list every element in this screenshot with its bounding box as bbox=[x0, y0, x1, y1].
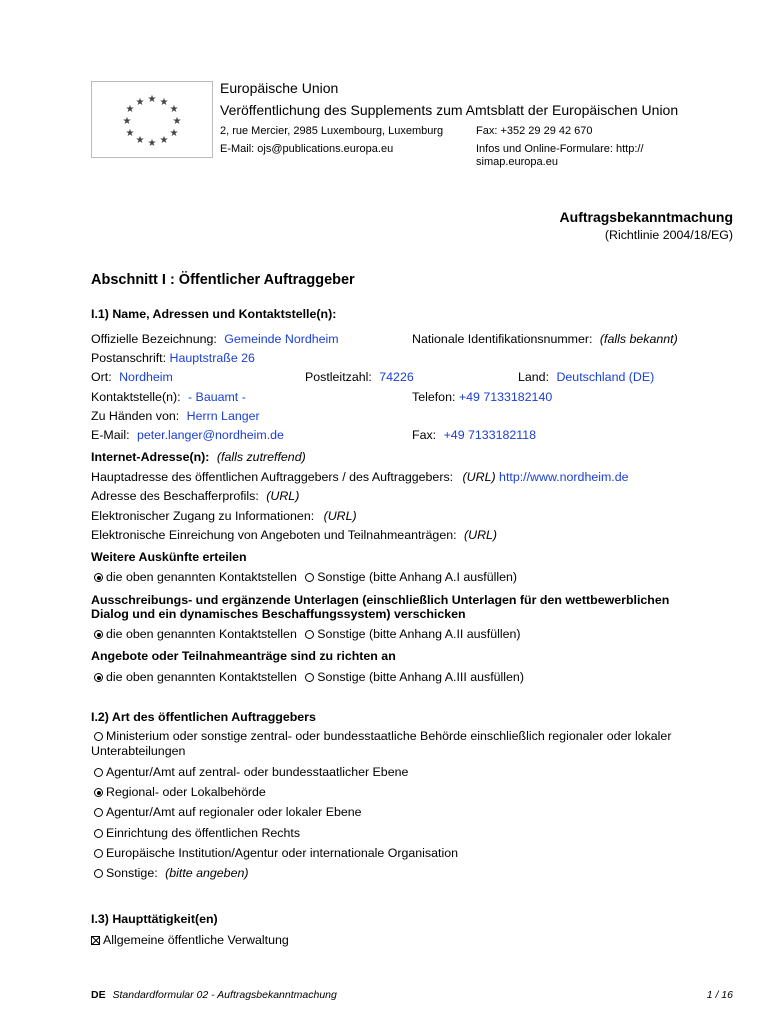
type-regional-agency-option bbox=[94, 805, 362, 819]
postal-row bbox=[91, 351, 255, 365]
country-value: Deutschland (DE) bbox=[556, 370, 655, 384]
docs-heading-line1: Ausschreibungs- und ergänzende Unterlagen (einschließlich Unterlagen für den wettbewerblichen bbox=[91, 593, 670, 607]
country-row bbox=[518, 370, 654, 384]
type-national-agency-option bbox=[94, 765, 408, 779]
phone-value: +49 7133182140 bbox=[458, 390, 553, 404]
main-address-url-hint: (URL) bbox=[462, 470, 496, 484]
city-row bbox=[91, 370, 173, 384]
official-name-row bbox=[91, 332, 339, 346]
further-info-options bbox=[94, 570, 517, 584]
tenders-contact-radio[interactable] bbox=[94, 673, 103, 682]
national-id-label: Nationale Identifikationsnummer: bbox=[412, 332, 593, 346]
footer-form-name: Standardformular 02 - Auftragsbekanntmachung bbox=[112, 989, 337, 1001]
buyer-profile-url-hint: (URL) bbox=[266, 489, 300, 503]
svg-text:★: ★ bbox=[159, 97, 169, 108]
contact-value: - Bauamt - bbox=[187, 390, 246, 404]
type-public-law-radio[interactable] bbox=[94, 829, 103, 838]
phone-label: Telefon: bbox=[412, 390, 456, 404]
further-info-other-radio[interactable] bbox=[305, 573, 314, 582]
type-ministry-radio[interactable] bbox=[94, 732, 103, 741]
activity-general-label: Allgemeine öffentliche Verwaltung bbox=[103, 933, 289, 947]
postal-value: Hauptstraße 26 bbox=[169, 351, 255, 365]
header-infos-line1: Infos und Online-Formulare: http:// bbox=[476, 143, 644, 155]
svg-text:★: ★ bbox=[135, 97, 145, 108]
footer-page-number: 1 / 16 bbox=[706, 989, 733, 1001]
internet-hint: (falls zutreffend) bbox=[216, 450, 306, 464]
main-address-row bbox=[91, 470, 629, 484]
docs-other-radio[interactable] bbox=[305, 630, 314, 639]
zip-label: Postleitzahl: bbox=[305, 370, 372, 384]
i2-heading: I.2) Art des öffentlichen Auftraggebers bbox=[91, 710, 316, 724]
header-subtitle: Veröffentlichung des Supplements zum Amtsblatt der Europäischen Union bbox=[220, 102, 679, 118]
i3-heading: I.3) Haupttätigkeit(en) bbox=[91, 912, 218, 926]
type-eu-institution-label: Europäische Institution/Agentur oder internationale Organisation bbox=[106, 846, 458, 860]
type-regional-authority-option bbox=[94, 785, 266, 799]
svg-text:★: ★ bbox=[159, 135, 169, 146]
svg-text:★: ★ bbox=[169, 104, 179, 115]
docs-heading-line2: Dialog und ein dynamisches Beschaffungssystem) verschicken bbox=[91, 607, 466, 621]
email-label: E-Mail: bbox=[91, 428, 130, 442]
svg-text:★: ★ bbox=[135, 135, 145, 146]
header-address: 2, rue Mercier, 2985 Luxembourg, Luxemburg bbox=[220, 125, 444, 137]
further-info-contact-label: die oben genannten Kontaktstellen bbox=[106, 570, 297, 584]
tenders-heading: Angebote oder Teilnahmeanträge sind zu richten an bbox=[91, 649, 396, 663]
buyer-profile-label: Adresse des Beschafferprofils: bbox=[91, 489, 259, 503]
electronic-access-label: Elektronischer Zugang zu Informationen: bbox=[91, 509, 315, 523]
national-id-hint: (falls bekannt) bbox=[599, 332, 678, 346]
country-label: Land: bbox=[518, 370, 550, 384]
svg-text:★: ★ bbox=[125, 128, 135, 139]
svg-text:★: ★ bbox=[122, 116, 132, 127]
header-infos-line2: simap.europa.eu bbox=[476, 156, 558, 168]
footer-lang: DE bbox=[91, 989, 106, 1001]
footer-form bbox=[91, 989, 337, 1001]
contact-label: Kontaktstelle(n): bbox=[91, 390, 181, 404]
further-info-contact-radio[interactable] bbox=[94, 573, 103, 582]
docs-contact-radio[interactable] bbox=[94, 630, 103, 639]
type-public-law-label: Einrichtung des öffentlichen Rechts bbox=[106, 826, 301, 840]
electronic-access-url-hint: (URL) bbox=[323, 509, 357, 523]
doc-title: Auftragsbekanntmachung bbox=[559, 209, 733, 225]
internet-label: Internet-Adresse(n): bbox=[91, 450, 210, 464]
buyer-profile-row bbox=[91, 489, 299, 503]
tenders-other-radio[interactable] bbox=[305, 673, 314, 682]
official-name-label: Offizielle Bezeichnung: bbox=[91, 332, 217, 346]
main-address-label: Hauptadresse des öffentlichen Auftraggebers / des Auftraggebers: bbox=[91, 470, 454, 484]
attention-value: Herrn Langer bbox=[186, 409, 260, 423]
further-info-heading: Weitere Auskünfte erteilen bbox=[91, 550, 247, 564]
zip-row bbox=[305, 370, 414, 384]
tenders-options bbox=[94, 670, 524, 684]
svg-text:★: ★ bbox=[147, 138, 157, 149]
further-info-other-label: Sonstige (bitte Anhang A.I ausfüllen) bbox=[317, 570, 518, 584]
city-value: Nordheim bbox=[119, 370, 173, 384]
svg-text:★: ★ bbox=[172, 116, 182, 127]
activity-general-checkbox[interactable] bbox=[91, 936, 100, 945]
type-other-label: Sonstige: bbox=[106, 866, 158, 880]
contact-row bbox=[91, 390, 246, 404]
i1-heading: I.1) Name, Adressen und Kontaktstelle(n): bbox=[91, 307, 337, 321]
type-national-agency-radio[interactable] bbox=[94, 768, 103, 777]
city-label: Ort: bbox=[91, 370, 112, 384]
type-regional-authority-radio[interactable] bbox=[94, 788, 103, 797]
attention-row bbox=[91, 409, 260, 423]
section-heading: Abschnitt I : Öffentlicher Auftraggeber bbox=[91, 272, 355, 288]
electronic-access-row bbox=[91, 509, 357, 523]
email-value[interactable]: peter.langer@nordheim.de bbox=[137, 428, 284, 442]
header-email: E-Mail: ojs@publications.europa.eu bbox=[220, 143, 394, 155]
doc-directive: (Richtlinie 2004/18/EG) bbox=[604, 228, 733, 242]
email-row bbox=[91, 428, 284, 442]
type-ministry-label-line1: Ministerium oder sonstige zentral- oder bundesstaatliche Behörde einschließlich regionaler oder lokaler bbox=[106, 729, 672, 743]
eu-stars-icon bbox=[92, 82, 212, 157]
docs-contact-label: die oben genannten Kontaktstellen bbox=[106, 627, 297, 641]
svg-text:★: ★ bbox=[169, 128, 179, 139]
header-fax: Fax: +352 29 29 42 670 bbox=[476, 125, 593, 137]
docs-options bbox=[94, 627, 521, 641]
type-ministry-label-line2: Unterabteilungen bbox=[91, 744, 186, 758]
type-eu-institution-radio[interactable] bbox=[94, 849, 103, 858]
official-name-value: Gemeinde Nordheim bbox=[224, 332, 339, 346]
electronic-submission-row bbox=[91, 528, 497, 542]
zip-value: 74226 bbox=[379, 370, 414, 384]
national-id-row bbox=[412, 332, 678, 346]
type-other-hint: (bitte angeben) bbox=[165, 866, 249, 880]
postal-label: Postanschrift: bbox=[91, 351, 167, 365]
type-ministry-option bbox=[94, 729, 671, 743]
electronic-submission-url-hint: (URL) bbox=[464, 528, 498, 542]
svg-text:★: ★ bbox=[147, 94, 157, 105]
type-other-option bbox=[94, 866, 248, 880]
phone-row bbox=[412, 390, 552, 404]
attention-label: Zu Händen von: bbox=[91, 409, 180, 423]
docs-other-label: Sonstige (bitte Anhang A.II ausfüllen) bbox=[317, 627, 521, 641]
internet-row bbox=[91, 450, 306, 464]
type-other-radio[interactable] bbox=[94, 869, 103, 878]
type-public-law-option bbox=[94, 826, 300, 840]
fax-value: +49 7133182118 bbox=[443, 428, 537, 442]
type-regional-agency-label: Agentur/Amt auf regionaler oder lokaler Ebene bbox=[106, 805, 362, 819]
type-regional-authority-label: Regional- oder Lokalbehörde bbox=[106, 785, 266, 799]
type-national-agency-label: Agentur/Amt auf zentral- oder bundesstaatlicher Ebene bbox=[106, 765, 409, 779]
svg-text:★: ★ bbox=[125, 104, 135, 115]
tenders-other-label: Sonstige (bitte Anhang A.III ausfüllen) bbox=[317, 670, 524, 684]
eu-flag-logo bbox=[91, 81, 213, 158]
type-regional-agency-radio[interactable] bbox=[94, 808, 103, 817]
tenders-contact-label: die oben genannten Kontaktstellen bbox=[106, 670, 297, 684]
fax-row bbox=[412, 428, 536, 442]
electronic-submission-label: Elektronische Einreichung von Angeboten und Teilnahmeanträgen: bbox=[91, 528, 457, 542]
type-eu-institution-option bbox=[94, 846, 458, 860]
activity-general-option bbox=[91, 933, 289, 947]
main-address-value[interactable]: http://www.nordheim.de bbox=[499, 470, 629, 484]
fax-label: Fax: bbox=[412, 428, 437, 442]
header-org: Europäische Union bbox=[220, 80, 339, 96]
